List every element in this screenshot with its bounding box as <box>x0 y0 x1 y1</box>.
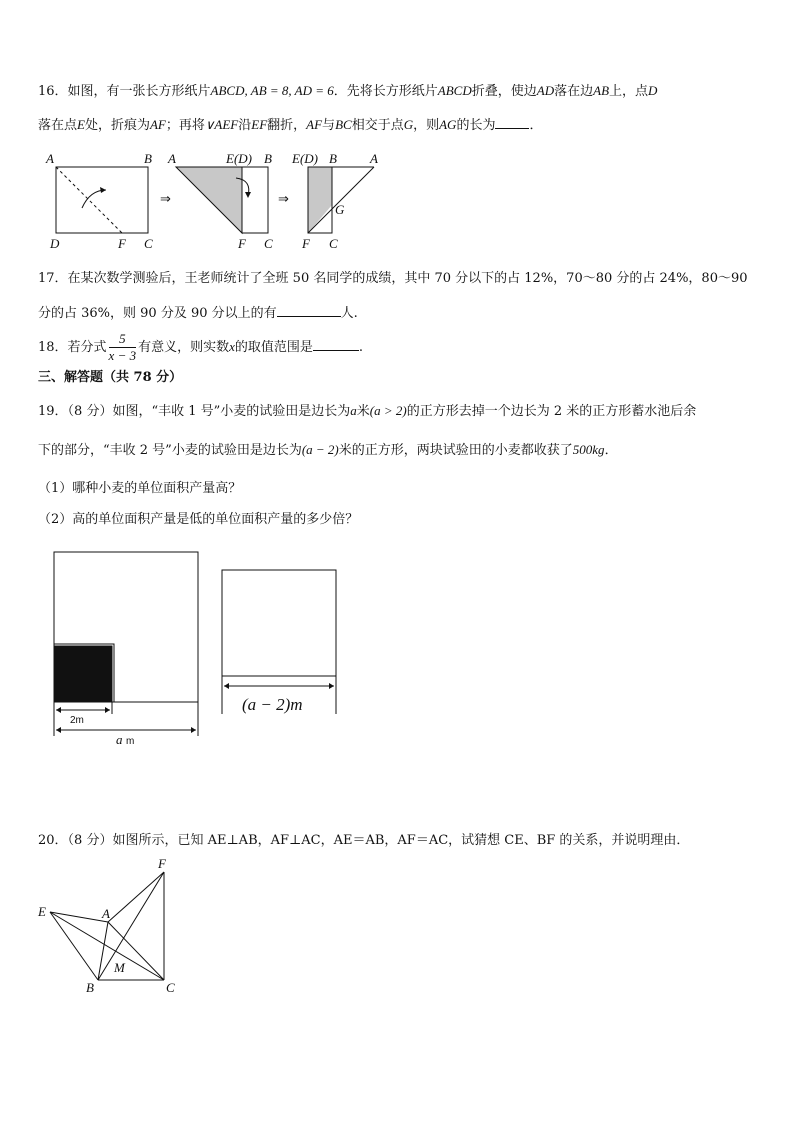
q19-line1 <box>38 402 696 421</box>
q16-text: 与 <box>322 118 336 133</box>
label-C: C <box>144 236 153 251</box>
q16-math: AF <box>306 117 323 132</box>
label-2m: 2m <box>70 715 84 726</box>
q16-text: 落在边 <box>554 84 594 99</box>
arrow-head-icon <box>329 683 334 689</box>
rectangle-abcd <box>56 167 148 233</box>
q18-line <box>38 330 363 365</box>
answer-blank[interactable] <box>313 336 359 351</box>
folded-triangle <box>176 167 242 233</box>
q18-text: 的取值范围是 <box>234 340 313 355</box>
label-m: m <box>126 736 135 747</box>
section-heading: 三、解答题（共 78 分） <box>38 370 183 385</box>
q20-figure <box>36 856 196 996</box>
label-ED: E(D) <box>292 151 318 166</box>
q16-text: 上，点 <box>609 84 649 99</box>
arrow-icon: ⇒ <box>278 191 289 206</box>
q19-text: 米 <box>356 404 370 419</box>
arrow-head-icon <box>105 707 110 713</box>
q19-text: 的正方形去掉一个边长为 2 米的正方形蓄水池后余 <box>406 404 697 419</box>
fold-arrow-icon <box>82 190 106 208</box>
q19-text: 19．（8 分）如图，“丰收 1 号”小麦的试验田是边长为 <box>38 404 351 419</box>
q17-text: 分的占 36%，则 90 分及 90 分以上的有 <box>38 306 277 321</box>
q16-math: AG <box>439 117 457 132</box>
arrow-head-icon <box>56 707 61 713</box>
q16-figure <box>40 150 400 250</box>
q16-line2 <box>38 114 542 135</box>
q18-text: 18．若分式 <box>38 340 107 355</box>
label-F: F <box>302 236 310 251</box>
q16-text: ． <box>529 118 543 133</box>
q19-text: 米的正方形，两块试验田的小麦都收获了 <box>338 443 573 458</box>
label-D: D <box>50 236 60 251</box>
q16-math: E <box>77 117 85 132</box>
label-A: A <box>168 151 176 166</box>
segment-EB <box>50 912 98 980</box>
q16-math: AF <box>149 117 166 132</box>
label-F: F <box>238 236 246 251</box>
arrow-head-icon <box>191 727 196 733</box>
q19-math: (a − 2) <box>301 442 339 457</box>
q16-math: AD <box>536 83 555 98</box>
label-M: M <box>114 960 125 975</box>
arrow-head-icon <box>224 683 229 689</box>
label-F: F <box>158 856 166 871</box>
fraction <box>109 331 137 364</box>
q16-text: 折叠，使边 <box>471 84 537 99</box>
q19-sub2: （2）高的单位面积产量是低的单位面积产量的多少倍？ <box>38 512 359 527</box>
label-a-minus-2: (a − 2)m <box>242 695 303 714</box>
field-2-square <box>222 570 336 676</box>
label-B: B <box>329 151 337 166</box>
pond-square <box>54 646 112 702</box>
answer-blank[interactable] <box>495 114 529 129</box>
arrow-head-icon <box>56 727 61 733</box>
q16-text: ；再将 <box>165 118 205 133</box>
label-B: B <box>264 151 272 166</box>
q19-text: ． <box>604 443 618 458</box>
fraction-denominator: x − 3 <box>108 348 137 363</box>
arrow-head-icon <box>100 187 106 193</box>
answer-blank[interactable] <box>277 302 341 317</box>
q16-math: G <box>403 117 414 132</box>
fold-line <box>56 167 122 233</box>
q17-text: 人. <box>340 306 358 321</box>
q16-text: ，则 <box>413 118 440 133</box>
q19-math: (a > 2) <box>369 403 407 418</box>
q18-text: 有意义，则实数 <box>138 340 230 355</box>
arrow-head-icon <box>245 192 251 198</box>
label-ED: E(D) <box>226 151 252 166</box>
label-A: A <box>102 906 110 921</box>
label-G: G <box>335 202 345 217</box>
q16-math: EF <box>251 117 268 132</box>
q16-math: D <box>648 83 658 98</box>
label-A: A <box>370 151 378 166</box>
q16-text: 处，折痕为 <box>84 118 150 133</box>
q17-line1: 17．在某次数学测验后，王老师统计了全班 50 名同学的成绩，其中 70 分以下的占 12%，70～80 分的占 24%，80～90 <box>38 271 748 286</box>
q16-line1 <box>38 82 657 101</box>
remaining-rect <box>242 167 268 233</box>
label-a: a <box>116 732 123 747</box>
q16-math: AB <box>593 83 610 98</box>
q17-line2 <box>38 302 358 323</box>
q18-var: x <box>229 339 235 354</box>
q16-math: ABCD <box>437 83 472 98</box>
q16-text: 沿 <box>238 118 252 133</box>
q20-text: 20．（8 分）如图所示，已知 AE⊥AB，AF⊥AC，AE＝AB，AF＝AC，试猜想 CE、BF 的关系，并说明理由． <box>38 833 690 848</box>
q16-text: 相交于点 <box>351 118 404 133</box>
label-B: B <box>86 980 94 995</box>
label-B: B <box>144 151 152 166</box>
q16-math: ABCD, AB = 8, AD = 6 <box>210 83 334 98</box>
segment-AF <box>108 872 164 922</box>
q16-math: ∨AEF <box>204 117 239 132</box>
q16-text: ．先将长方形纸片 <box>333 84 438 99</box>
q19-line2 <box>38 441 618 460</box>
label-C: C <box>264 236 273 251</box>
label-A: A <box>46 151 54 166</box>
q18-text: . <box>358 340 364 355</box>
label-C: C <box>166 980 175 995</box>
q19-text: 下的部分，“丰收 2 号”小麦的试验田是边长为 <box>38 443 302 458</box>
label-F: F <box>118 236 126 251</box>
q19-figure <box>50 550 350 750</box>
arrow-icon: ⇒ <box>160 191 171 206</box>
segment-BF <box>98 872 164 980</box>
label-E: E <box>38 904 46 919</box>
q16-text: 16．如图，有一张长方形纸片 <box>38 84 211 99</box>
label-C: C <box>329 236 338 251</box>
q16-text: 落在点 <box>38 118 78 133</box>
q19-math: a <box>350 403 357 418</box>
q19-sub1: （1）哪种小麦的单位面积产量高？ <box>38 481 242 496</box>
q16-math: BC <box>335 117 352 132</box>
fraction-numerator: 5 <box>109 331 137 348</box>
q19-math: 500kg <box>572 442 605 457</box>
q16-text: 的长为 <box>456 118 496 133</box>
q16-text: 翻折， <box>267 118 307 133</box>
shaded-region <box>308 167 332 233</box>
